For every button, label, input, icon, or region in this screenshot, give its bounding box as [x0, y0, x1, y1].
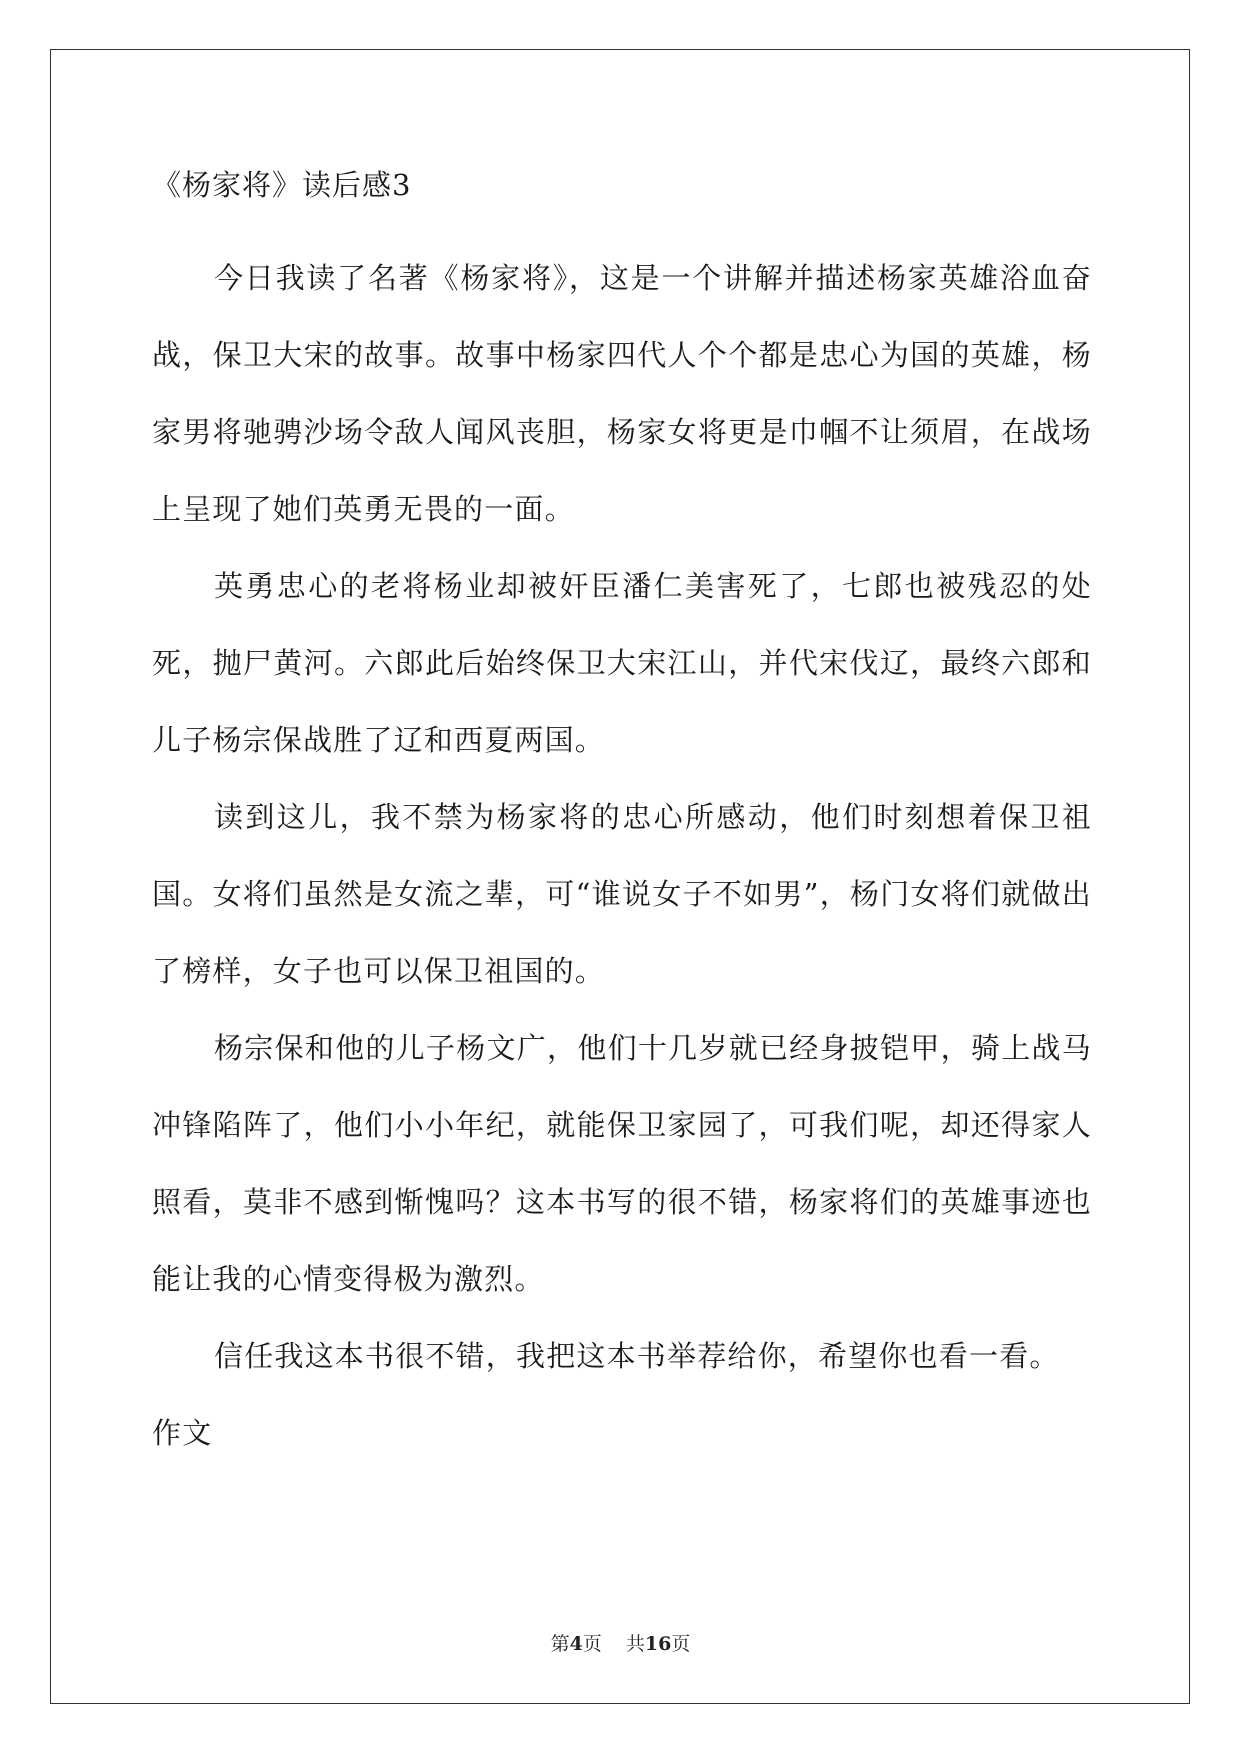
paragraph-2: 英勇忠心的老将杨业却被奸臣潘仁美害死了，七郎也被残忍的处死，抛尸黄河。六郎此后始终保卫大宋江山，并代宋伐辽，最终六郎和儿子杨宗保战胜了辽和西夏两国。 — [152, 569, 1092, 757]
paragraph-1: 今日我读了名著《杨家将》，这是一个讲解并描述杨家英雄浴血奋战，保卫大宋的故事。故事中杨家四代人个个都是忠心为国的英雄，杨家男将驰骋沙场令敌人闻风丧胆，杨家女将更是巾帼不让须眉，在战场上呈现了她们英勇无畏的一面。 — [152, 261, 1092, 526]
page-number: 4 — [569, 1633, 583, 1655]
document-body — [152, 163, 1092, 1472]
document-title: 《杨家将》读后感3 — [152, 168, 412, 202]
page-suffix: 页 — [582, 1633, 602, 1655]
total-prefix: 共 — [625, 1633, 645, 1655]
paragraph-3: 读到这儿，我不禁为杨家将的忠心所感动，他们时刻想着保卫祖国。女将们虽然是女流之辈，可“谁说女子不如男”，杨门女将们就做出了榜样，女子也可以保卫祖国的。 — [152, 800, 1092, 988]
paragraph-tail: 作文 — [152, 1416, 213, 1450]
total-suffix: 页 — [671, 1633, 691, 1655]
page-prefix: 第 — [550, 1633, 570, 1655]
page-footer — [0, 1629, 1241, 1656]
paragraph-4: 杨宗保和他的儿子杨文广，他们十几岁就已经身披铠甲，骑上战马冲锋陷阵了，他们小小年纪，就能保卫家园了，可我们呢，却还得家人照看，莫非不感到惭愧吗？这本书写的很不错，杨家将们的英雄事迹也能让我的心情变得极为激烈。 — [152, 1031, 1092, 1296]
paragraph-5: 信任我这本书很不错，我把这本书举荐给你，希望你也看一看。 — [214, 1339, 1060, 1373]
total-pages: 16 — [644, 1633, 672, 1655]
